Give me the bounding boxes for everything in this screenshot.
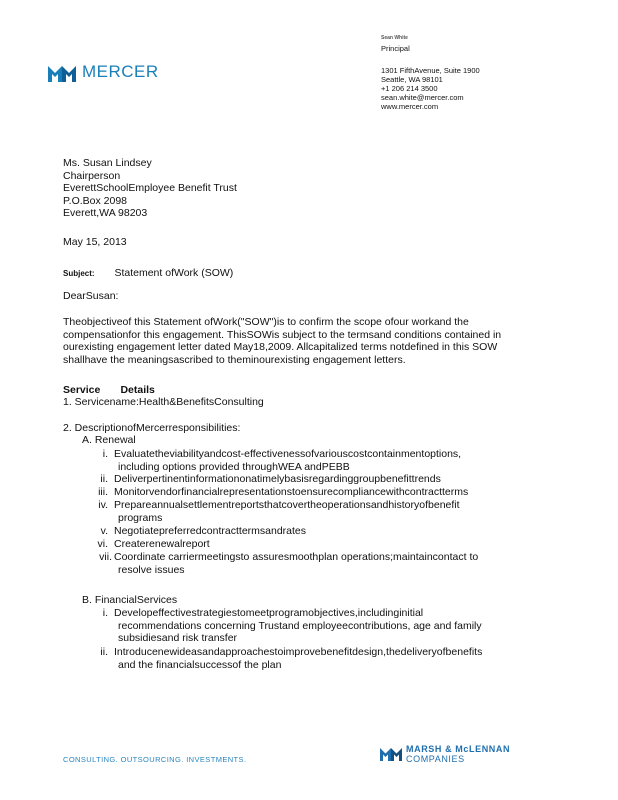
list-item-text: and the financialsuccessof the plan <box>118 658 282 671</box>
responsibilities-item: 2. DescriptionofMercerresponsibilities: <box>63 422 241 434</box>
list-item-text: subsidiesand risk transfer <box>118 632 238 644</box>
address-line: +1 206 214 3500 <box>381 84 438 93</box>
sender-website: www.mercer.com <box>381 102 439 111</box>
list-item-number: i. <box>102 448 108 460</box>
list-item-text: Monitorvendorfinancialrepresentationstoensurecompliancewithcontractterms <box>114 486 469 498</box>
financial-heading: B. FinancialServices <box>82 594 178 606</box>
list-item-number: i. <box>102 607 108 619</box>
renewal-heading: A. Renewal <box>82 434 136 446</box>
recipient-address <box>63 157 237 220</box>
list-item <box>82 473 522 486</box>
financial-list <box>82 607 522 672</box>
mercer-logo-text: MERCER <box>82 62 159 81</box>
mmc-logo-line1: MARSH & McLENNAN <box>406 744 511 754</box>
list-item-number: iii. <box>98 486 108 498</box>
subject-text: Statement ofWork (SOW) <box>114 267 234 279</box>
subject-label: Subject: <box>63 269 95 278</box>
list-item <box>82 646 522 672</box>
list-item-text: Negotiatepreferredcontracttermsandrates <box>114 525 307 537</box>
list-item-number: vi. <box>97 538 108 550</box>
list-item-text: Introducenewideasandapproachestoimprovebenefitdesign,thedeliveryofbenefits <box>114 646 483 658</box>
list-item <box>82 607 522 646</box>
list-item-number: ii. <box>100 473 108 485</box>
section-heading-service: Service <box>63 384 101 396</box>
list-item-number: iv. <box>98 499 108 511</box>
list-item-text: Developeffectivestrategiestomeetprogramobjectives,includinginitial <box>114 607 424 619</box>
sender-name: Sean White <box>381 35 408 41</box>
list-item <box>82 486 522 499</box>
paragraph-line: compensationfor this engagement. ThisSOWis subject to the termsand conditions contained in <box>63 328 502 341</box>
recipient-line: Everett,WA 98203 <box>63 207 148 219</box>
footer-tagline: CONSULTING. OUTSOURCING. INVESTMENTS. <box>63 755 247 764</box>
list-item-text: programs <box>118 511 163 524</box>
mmc-logo-mark-icon <box>380 747 402 761</box>
list-item-text: including options provided throughWEA andPEBB <box>118 460 350 473</box>
sender-title: Principal <box>381 44 410 53</box>
mmc-logo-line2: COMPANIES <box>406 754 465 764</box>
address-line: 1301 FifthAvenue, Suite 1900 <box>381 66 480 75</box>
list-item-text: recommendations concerning Trustand employeecontributions, age and family <box>118 619 482 632</box>
renewal-list <box>82 448 522 577</box>
recipient-line: Chairperson <box>63 169 121 182</box>
list-item-text: Prepareannualsettlementreportsthatcovertheoperationsandhistoryofbenefit <box>114 499 460 511</box>
sender-email: sean.white@mercer.com <box>381 93 464 102</box>
mercer-logo <box>48 62 178 84</box>
subject-line <box>63 263 233 281</box>
recipient-line: EverettSchoolEmployee Benefit Trust <box>63 182 237 194</box>
list-item <box>82 525 522 538</box>
paragraph-line: Theobjectiveof this Statement ofWork("SOW")is to confirm the scope ofour workand the <box>63 316 469 328</box>
mercer-logo-mark-icon <box>48 64 76 82</box>
service-name-item: 1. Servicename:Health&BenefitsConsulting <box>63 396 264 408</box>
sender-address <box>381 66 480 111</box>
list-item-text: resolve issues <box>118 563 185 576</box>
list-item <box>82 538 522 551</box>
paragraph-line: ourexisting engagement letter dated May18,2009. Allcapitalized terms notdefined in this SOW <box>63 341 498 353</box>
list-item <box>82 499 522 525</box>
list-item-text: Evaluatetheviabilityandcost-effectivenessofvariouscostcontainmentoptions, <box>114 448 462 460</box>
recipient-line: Ms. Susan Lindsey <box>63 157 152 169</box>
list-item-text: Deliverpertinentinformationonatimelybasisregardinggroupbenefittrends <box>114 473 441 485</box>
recipient-line: P.O.Box 2098 <box>63 194 128 207</box>
intro-paragraph <box>63 316 501 366</box>
mmc-logo <box>380 745 520 765</box>
list-item-number: v. <box>100 525 108 537</box>
salutation: DearSusan: <box>63 290 119 302</box>
list-item-number: vii. <box>99 551 112 563</box>
list-item <box>82 448 522 473</box>
section-heading-details: Details <box>120 384 155 396</box>
address-line: Seattle, WA 98101 <box>381 75 443 84</box>
list-item-text: Createrenewalreport <box>114 538 210 550</box>
paragraph-line: shallhave the meaningsascribed to theminourexisting engagement letters. <box>63 353 406 366</box>
list-item <box>82 551 522 577</box>
list-item-number: ii. <box>100 646 108 658</box>
list-item-text: Coordinate carriermeetingsto assuresmoothplan operations;maintaincontact to <box>114 551 479 563</box>
letter-date: May 15, 2013 <box>63 236 127 248</box>
